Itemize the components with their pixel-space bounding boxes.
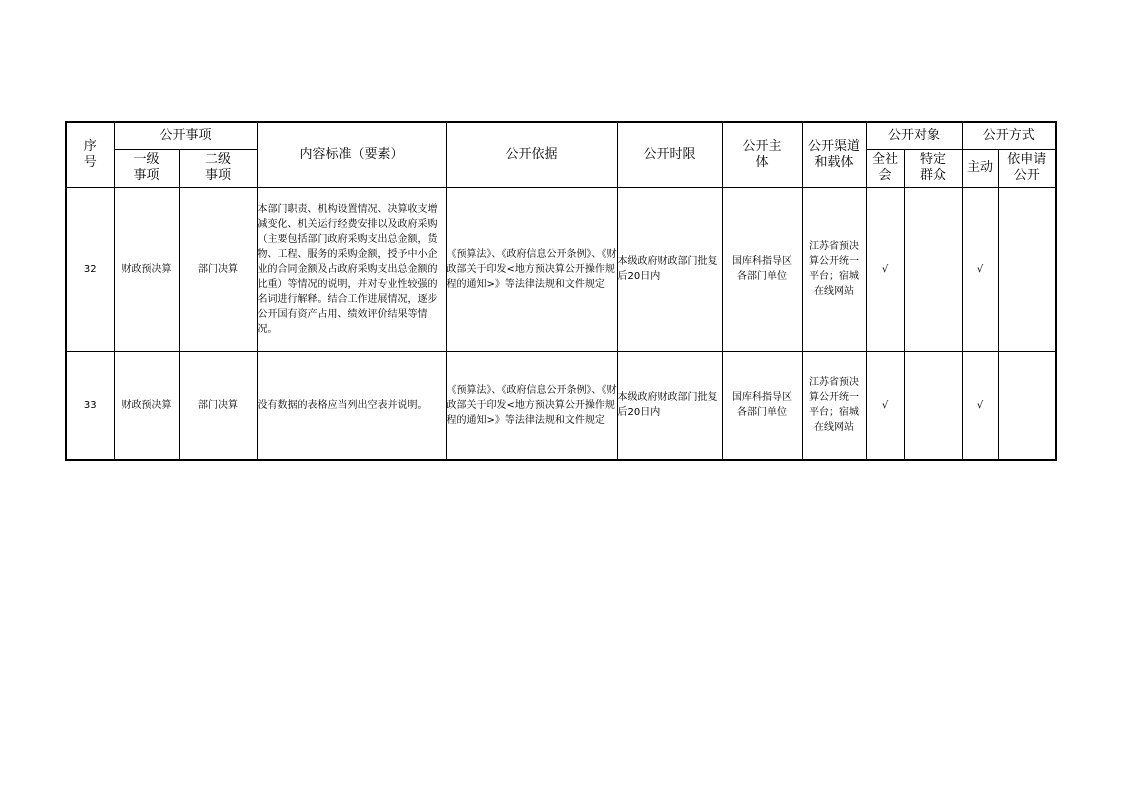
row-target-specific xyxy=(904,187,962,351)
row-level1: 财政预决算 xyxy=(114,351,179,460)
row-target-specific xyxy=(904,351,962,460)
header-mode-request: 依申请公开 xyxy=(998,149,1056,187)
row-content-standard: 本部门职责、机构设置情况、决算收支增减变化、机关运行经费安排以及政府采购（主要包括部门政府采购支出总金额，货物、工程、服务的采购金额，授予中小企业的合同金额及占政府采购支出总金额的比重）等情况的说明，并对专业性较强的名词进行解释。结合工作进展情况，逐步公开国有资产占用、绩效评价结果等情况。 xyxy=(257,187,446,351)
row-mode-request xyxy=(998,187,1056,351)
header-basis: 公开依据 xyxy=(446,122,617,187)
table-row xyxy=(66,351,1056,460)
row-mode-active: √ xyxy=(962,187,998,351)
row-seq: 33 xyxy=(66,351,114,460)
header-target-all: 全社会 xyxy=(866,149,904,187)
header-row-1 xyxy=(66,122,1056,149)
disclosure-table xyxy=(65,121,1057,461)
header-level2: 二级事项 xyxy=(179,149,257,187)
header-level1: 一级事项 xyxy=(114,149,179,187)
row-subject: 国库科指导区各部门单位 xyxy=(722,187,802,351)
row-time-limit: 本级政府财政部门批复后20日内 xyxy=(617,187,722,351)
header-target-group: 公开对象 xyxy=(866,122,962,149)
row-seq: 32 xyxy=(66,187,114,351)
row-mode-active: √ xyxy=(962,351,998,460)
row-target-all: √ xyxy=(866,351,904,460)
header-time-limit: 公开时限 xyxy=(617,122,722,187)
row-basis: 《预算法》、《政府信息公开条例》、《财政部关于印发<地方预决算公开操作规程的通知>》等法律法规和文件规定 xyxy=(446,351,617,460)
header-subject: 公开主体 xyxy=(722,122,802,187)
row-target-all: √ xyxy=(866,187,904,351)
row-channel: 江苏省预决算公开统一平台；宿城在线网站 xyxy=(802,187,866,351)
header-seq: 序号 xyxy=(66,122,114,187)
row-time-limit: 本级政府财政部门批复后20日内 xyxy=(617,351,722,460)
header-channel: 公开渠道和载体 xyxy=(802,122,866,187)
row-subject: 国库科指导区各部门单位 xyxy=(722,351,802,460)
header-content-standard: 内容标准（要素） xyxy=(257,122,446,187)
row-mode-request xyxy=(998,351,1056,460)
table-row xyxy=(66,187,1056,351)
row-basis: 《预算法》、《政府信息公开条例》、《财政部关于印发<地方预决算公开操作规程的通知>》等法律法规和文件规定 xyxy=(446,187,617,351)
row-content-standard: 没有数据的表格应当列出空表并说明。 xyxy=(257,351,446,460)
header-mode-active: 主动 xyxy=(962,149,998,187)
row-level2: 部门决算 xyxy=(179,351,257,460)
row-level2: 部门决算 xyxy=(179,187,257,351)
header-target-specific: 特定群众 xyxy=(904,149,962,187)
row-level1: 财政预决算 xyxy=(114,187,179,351)
header-item-group: 公开事项 xyxy=(114,122,257,149)
row-channel: 江苏省预决算公开统一平台；宿城在线网站 xyxy=(802,351,866,460)
header-mode-group: 公开方式 xyxy=(962,122,1056,149)
